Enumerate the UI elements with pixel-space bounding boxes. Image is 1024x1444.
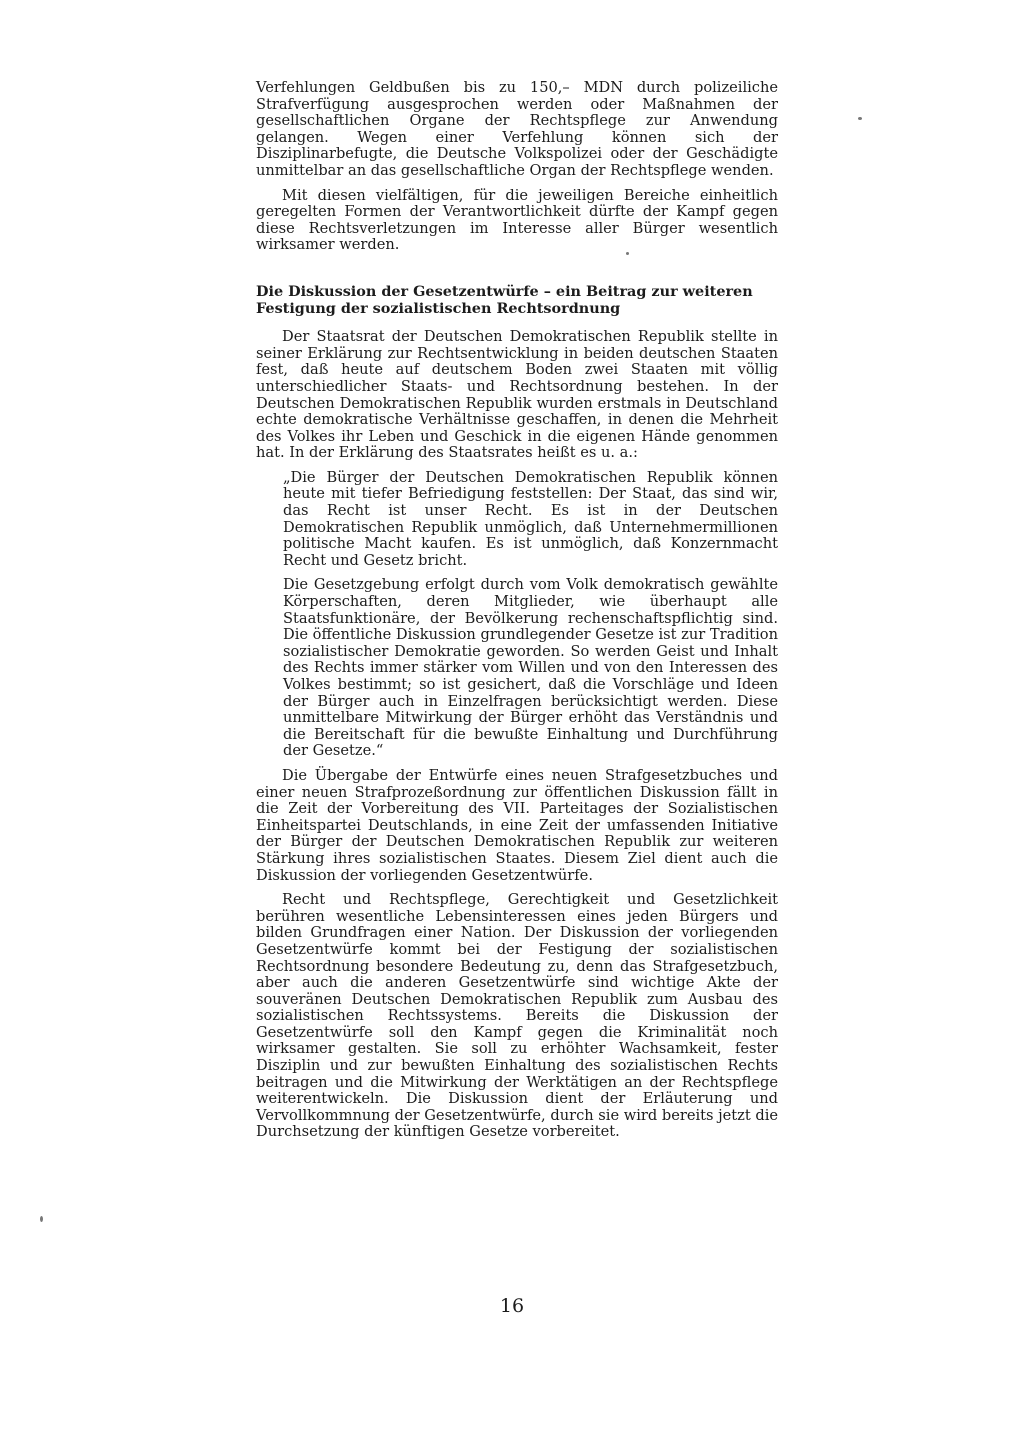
scan-speck bbox=[626, 252, 629, 255]
quote-paragraph-1: „Die Bürger der Deutschen Demokratischen Republik können heute mit tiefer Befriedigung feststellen: Der Staat, das sind wir, das Recht ist unser Recht. Es ist in der Deutschen Demokratischen Republik unmöglich, daß Unternehmermillionen politische Macht kaufen. Es ist unmöglich, daß Konzernmacht Recht und Gesetz bricht. bbox=[283, 468, 778, 569]
block-quote bbox=[283, 470, 778, 760]
quote-paragraph-2: Die Gesetzgebung erfolgt durch vom Volk demokratisch gewählte Körperschaften, deren Mitglieder, wie überhaupt alle Staatsfunktionäre, der Bevölkerung rechenschaftspflichtig sind. Die öffentliche Diskussion grundlegender Gesetze ist zur Tradition sozialistischer Demokratie geworden. So werden Geist und Inhalt des Rechts immer stärker vom Willen und von den Interessen des Volkes bestimmt; so ist gesichert, daß die Vorschläge und Ideen der Bürger auch in Einzelfragen berücksichtigt werden. Diese unmittelbare Mitwirkung der Bürger erhöht das Verständnis und die Bereitschaft für die bewußte Einhaltung und Durchführung der Gesetze.“ bbox=[283, 576, 778, 760]
scan-speck bbox=[858, 117, 862, 120]
paragraph-uebergabe: Die Übergabe der Entwürfe eines neuen Strafgesetzbuches und einer neuen Strafprozeßordnung zur öffentlichen Diskussion fällt in die Zeit der Vorbereitung des VII. Parteitages der Sozialistischen Einheitspartei Deutschlands, in eine Zeit der umfassenden Initiative der Bürger der Deutschen Demokratischen Republik zur weiteren Stärkung ihres sozialistischen Staates. Diesem Ziel dient auch die Diskussion der vorliegenden Gesetzentwürfe. bbox=[256, 766, 778, 884]
scan-speck bbox=[40, 1216, 43, 1222]
paragraph-staatsrat: Der Staatsrat der Deutschen Demokratischen Republik stellte in seiner Erklärung zur Rechtsentwicklung in beiden deutschen Staaten fest, daß heute auf deutschem Boden zwei Staaten mit völlig unterschiedlicher Staats- und Rechtsordnung bestehen. In der Deutschen Demokratischen Republik wurden erstmals in Deutschland echte demokratische Verhältnisse geschaffen, in denen die Mehrheit des Volkes ihr Leben und Geschick in die eigenen Hände genommen hat. In der Erklärung des Staatsrates heißt es u. a.: bbox=[256, 328, 778, 462]
text-column bbox=[256, 80, 778, 1141]
paragraph-penalties: Verfehlungen Geldbußen bis zu 150,– MDN durch polizeiliche Strafverfügung ausgesprochen werden oder Maßnahmen der gesellschaftlichen Organe der Rechtspflege zur Anwendung gelangen. Wegen einer Verfehlung können sich der Disziplinarbefugte, die Deutsche Volkspolizei oder der Geschädigte unmittelbar an das gesellschaftliche Organ der Rechtspflege wenden. bbox=[256, 79, 778, 179]
section-heading: Die Diskussion der Gesetzentwürfe – ein Beitrag zur weiteren Festigung der sozialistischen Rechtsordnung bbox=[256, 282, 753, 317]
paragraph-recht: Recht und Rechtspflege, Gerechtigkeit und Gesetzlichkeit berühren wesentliche Lebensinteressen eines jeden Bürgers und bilden Grundfragen einer Nation. Der Diskussion der vorliegenden Gesetzentwürfe kommt bei der Festigung der sozialistischen Rechtsordnung besondere Bedeutung zu, denn das Strafgesetzbuch, aber auch die anderen Gesetzentwürfe sind wichtige Akte der souveränen Deutschen Demokratischen Republik zum Ausbau des sozialistischen Rechtssystems. Bereits die Diskussion der Gesetzentwürfe soll den Kampf gegen die Kriminalität noch wirksamer gestalten. Sie soll zu erhöhter Wachsamkeit, fester Disziplin und zur bewußten Einhaltung des sozialistischen Rechts beitragen und die Mitwirkung der Werktätigen an der Rechtspflege weiterentwickeln. Die Diskussion dient der Erläuterung und Vervollkommnung der Gesetzentwürfe, durch sie wird bereits jetzt die Durchsetzung der künftigen Gesetze vorbereitet. bbox=[256, 891, 778, 1141]
page-number: 16 bbox=[499, 1295, 525, 1317]
paragraph-responsibility: Mit diesen vielfältigen, für die jeweiligen Bereiche einheitlich geregelten Formen der Verantwortlichkeit dürfte der Kampf gegen diese Rechtsverletzungen im Interesse aller Bürger wesentlich wirksamer werden. bbox=[256, 186, 778, 254]
